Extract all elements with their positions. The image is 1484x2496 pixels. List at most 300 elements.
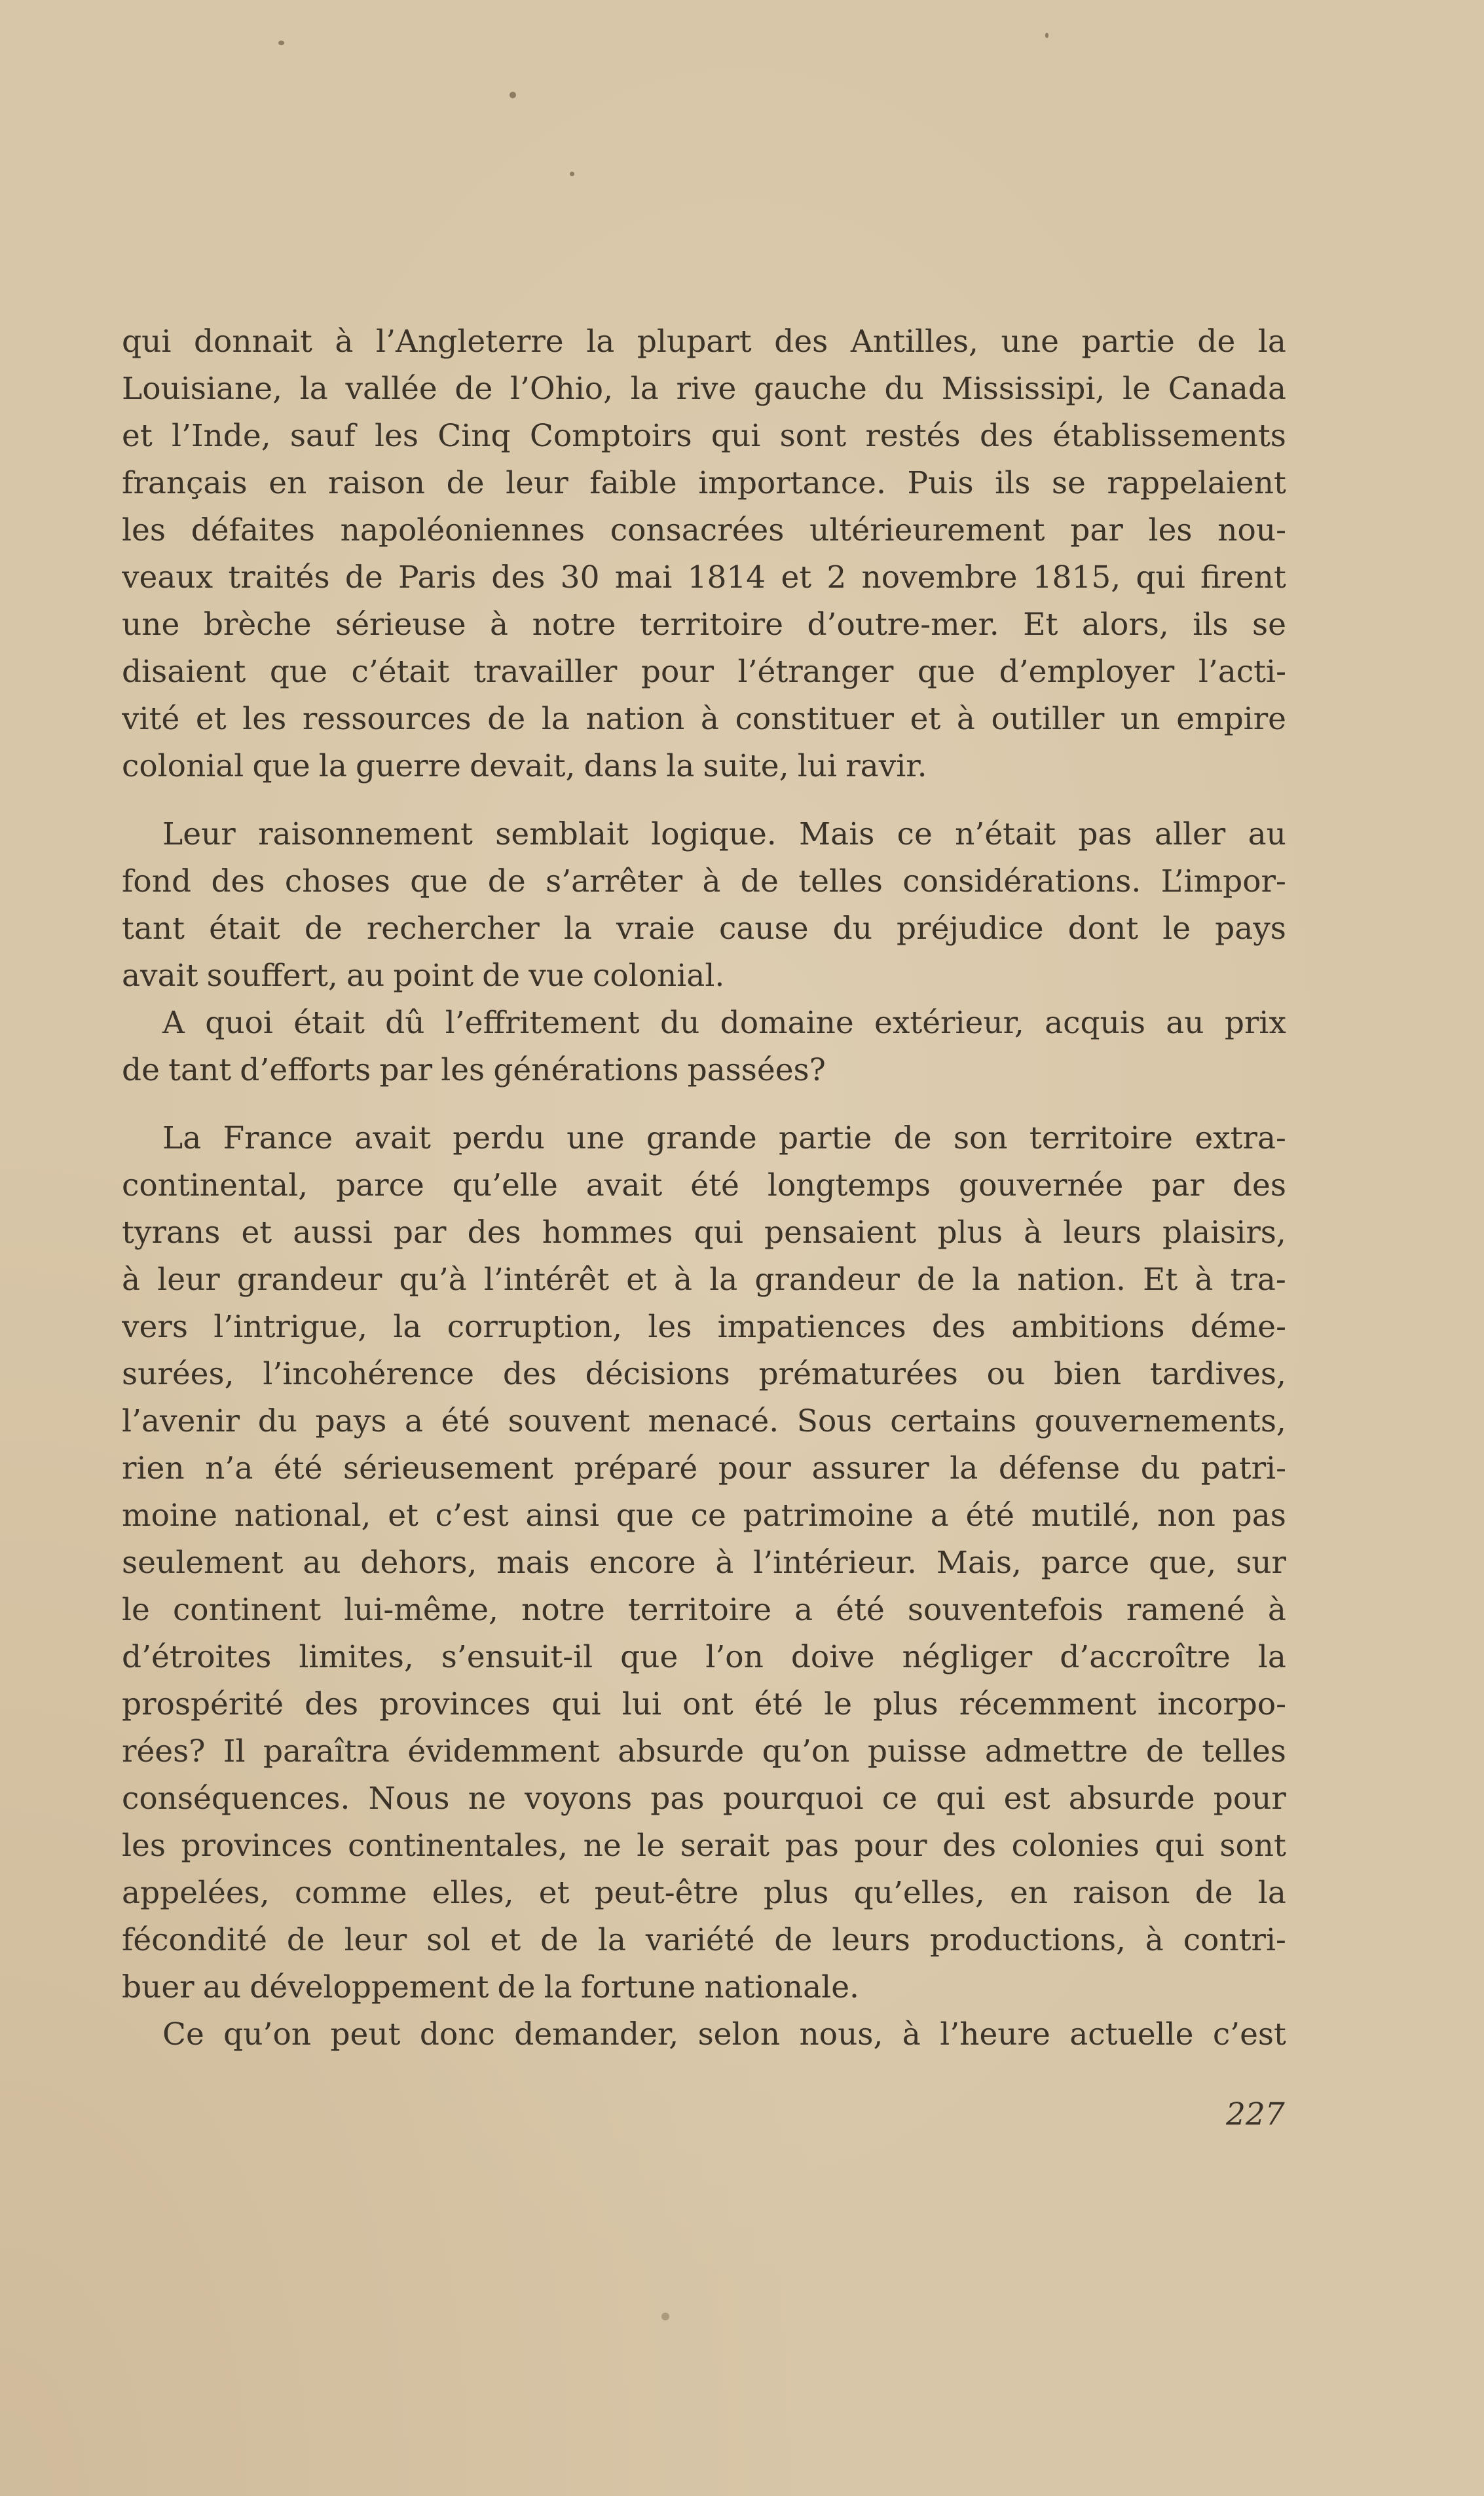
word: peut-être xyxy=(594,1875,739,1911)
word: de xyxy=(487,701,526,737)
word: préjudice xyxy=(897,911,1044,947)
text-line xyxy=(122,413,1286,460)
word: Mais, xyxy=(936,1545,1022,1581)
word: à xyxy=(700,701,719,737)
word: par xyxy=(1070,512,1123,548)
text-line xyxy=(122,1209,1286,1257)
word: c’est xyxy=(1212,2016,1286,2052)
word: n’a xyxy=(205,1450,253,1486)
word: à xyxy=(122,1262,141,1298)
word: pays xyxy=(315,1403,387,1439)
word: la xyxy=(597,1922,626,1958)
word: France xyxy=(223,1120,333,1156)
word: à xyxy=(1145,1922,1164,1958)
paragraph xyxy=(122,318,1286,790)
text-line xyxy=(122,905,1286,953)
text-line xyxy=(122,1115,1286,1162)
word: par xyxy=(379,1052,433,1088)
word: par xyxy=(393,1215,447,1251)
word: telles xyxy=(798,863,883,899)
word: novembre xyxy=(861,559,1018,596)
word: fortune xyxy=(580,1969,696,2005)
word: des xyxy=(491,559,546,596)
word: nation. xyxy=(1017,1262,1126,1298)
word: qu’elle xyxy=(452,1167,558,1203)
word: quoi xyxy=(205,1005,273,1041)
word: prix xyxy=(1224,1005,1286,1041)
word: gouvernée xyxy=(958,1167,1124,1203)
word: semblait xyxy=(495,816,629,852)
word: en xyxy=(1009,1875,1048,1911)
word: des xyxy=(942,1828,997,1864)
word: comme xyxy=(294,1875,407,1911)
word: vallée xyxy=(345,371,437,407)
word: que xyxy=(917,654,976,690)
word: qui xyxy=(551,1686,601,1722)
word: passées? xyxy=(687,1052,826,1088)
word: incorpo- xyxy=(1157,1686,1286,1722)
word: appelées, xyxy=(122,1875,270,1911)
word: la xyxy=(1257,324,1286,360)
word: été xyxy=(441,1403,491,1439)
paper-speck xyxy=(510,92,516,98)
word: souvent xyxy=(508,1403,630,1439)
word: qui xyxy=(1155,1828,1204,1864)
word: impatiences xyxy=(717,1309,906,1345)
word: suite, xyxy=(703,748,789,784)
word: Il xyxy=(223,1733,246,1769)
word: rées? xyxy=(122,1733,206,1769)
word: c’était xyxy=(351,654,450,690)
word: territoire xyxy=(1029,1120,1173,1156)
word: ce xyxy=(881,1781,918,1817)
word: restés xyxy=(865,418,961,454)
word: Nous xyxy=(368,1781,450,1817)
word: vité xyxy=(122,701,180,737)
word: firent xyxy=(1200,559,1286,596)
word: des xyxy=(502,1356,557,1392)
word: rive xyxy=(676,371,737,407)
word: dans xyxy=(584,748,658,784)
word: l’incohérence xyxy=(263,1356,475,1392)
word: nou- xyxy=(1217,512,1286,548)
word: mai xyxy=(614,559,673,596)
word: et xyxy=(122,418,153,454)
word: national, xyxy=(234,1498,371,1534)
word: de xyxy=(122,1052,160,1088)
word: continental, xyxy=(122,1167,308,1203)
word: préparé xyxy=(574,1450,698,1486)
word: décisions xyxy=(585,1356,730,1392)
word: au xyxy=(346,958,385,994)
word: grande xyxy=(646,1120,757,1156)
paragraph-gap xyxy=(122,790,1286,811)
word: au xyxy=(1248,816,1286,852)
word: le xyxy=(122,1592,150,1628)
paragraph xyxy=(122,811,1286,1000)
word: ne xyxy=(583,1828,621,1864)
word: admettre xyxy=(984,1733,1128,1769)
word: de xyxy=(917,1262,955,1298)
word: Mais xyxy=(799,816,875,852)
word: les xyxy=(242,701,287,737)
word: est xyxy=(1003,1781,1050,1817)
word: aller xyxy=(1154,816,1226,852)
word: domaine xyxy=(720,1005,854,1041)
word: de xyxy=(344,559,383,596)
word: lui xyxy=(621,1686,662,1722)
word: parce xyxy=(1041,1545,1130,1581)
word: donc xyxy=(419,2016,495,2052)
word: qui xyxy=(936,1781,986,1817)
word: d’étroites xyxy=(122,1639,272,1675)
word: Louisiane, xyxy=(122,371,283,407)
word: qu’on xyxy=(762,1733,850,1769)
word: les xyxy=(122,512,166,548)
word: voyons xyxy=(524,1781,633,1817)
word: La xyxy=(162,1120,202,1156)
word: dehors, xyxy=(360,1545,477,1581)
word: ne xyxy=(468,1781,506,1817)
word: Canada xyxy=(1168,371,1286,407)
word: n’était xyxy=(955,816,1056,852)
word: prématurées xyxy=(758,1356,958,1392)
word: plus xyxy=(937,1215,1003,1251)
word: provinces xyxy=(181,1828,333,1864)
word: et xyxy=(490,1922,521,1958)
word: était xyxy=(209,911,280,947)
word: A xyxy=(162,1005,185,1041)
word: du xyxy=(884,371,924,407)
word: les xyxy=(441,1052,485,1088)
word: L’impor- xyxy=(1160,863,1286,899)
word: les xyxy=(122,1828,166,1864)
word: à xyxy=(1024,1215,1043,1251)
word: partie xyxy=(778,1120,872,1156)
word: l’effritement xyxy=(445,1005,640,1041)
page-number: 227 xyxy=(1226,2096,1285,2132)
text-line xyxy=(122,507,1286,554)
word: consacrées xyxy=(610,512,785,548)
word: pensaient xyxy=(764,1215,917,1251)
text-line xyxy=(122,460,1286,507)
word: surées, xyxy=(122,1356,234,1392)
text-line xyxy=(122,1681,1286,1728)
word: gouvernements, xyxy=(1034,1403,1286,1439)
word: veaux xyxy=(122,559,213,596)
word: ont xyxy=(682,1686,733,1722)
word: dont xyxy=(1067,911,1139,947)
word: la xyxy=(1257,1875,1286,1911)
word: défaites xyxy=(191,512,315,548)
word: qui xyxy=(122,324,172,360)
word: une xyxy=(122,607,180,643)
word: été xyxy=(836,1592,885,1628)
word: ressources xyxy=(302,701,472,737)
text-line xyxy=(122,1000,1286,1047)
word: brèche xyxy=(203,607,312,643)
word: vraie xyxy=(616,911,695,947)
word: qu’on xyxy=(223,2016,312,2052)
word: 1815, xyxy=(1032,559,1121,596)
word: c’est xyxy=(435,1498,509,1534)
word: peut xyxy=(330,2016,401,2052)
word: productions, xyxy=(929,1922,1126,1958)
word: leurs xyxy=(832,1922,910,1958)
word: serait xyxy=(680,1828,770,1864)
word: de xyxy=(446,465,485,501)
word: que xyxy=(252,748,310,784)
word: pourquoi xyxy=(722,1781,864,1817)
word: donnait xyxy=(193,324,312,360)
word: de xyxy=(740,863,779,899)
text-line xyxy=(122,811,1286,858)
word: traités xyxy=(228,559,330,596)
word: notre xyxy=(521,1592,605,1628)
word: l’étranger xyxy=(737,654,894,690)
word: Paris xyxy=(398,559,477,596)
word: d’efforts xyxy=(240,1052,371,1088)
word: sur xyxy=(1236,1545,1286,1581)
word: tant xyxy=(168,1052,232,1088)
word: l’Ohio, xyxy=(510,371,614,407)
word: encore xyxy=(589,1545,696,1581)
word: rappelaient xyxy=(1107,465,1286,501)
word: variété xyxy=(645,1922,755,1958)
word: été xyxy=(965,1498,1015,1534)
word: d’employer xyxy=(999,654,1175,690)
word: guerre xyxy=(356,748,461,784)
word: l’Inde, xyxy=(171,418,271,454)
word: été xyxy=(690,1167,739,1203)
word: patrimoine xyxy=(743,1498,914,1534)
word: pas xyxy=(1078,816,1132,852)
word: tant xyxy=(122,911,185,947)
word: et xyxy=(910,701,941,737)
word: l’intérêt xyxy=(483,1262,610,1298)
word: au xyxy=(1166,1005,1204,1041)
word: cause xyxy=(719,911,809,947)
word: Et xyxy=(1143,1262,1178,1298)
word: ou xyxy=(986,1356,1026,1392)
word: considérations. xyxy=(902,863,1141,899)
word: bien xyxy=(1054,1356,1122,1392)
word: devait, xyxy=(470,748,576,784)
word: à xyxy=(1195,1262,1214,1298)
word: souventefois xyxy=(907,1592,1104,1628)
word: sérieusement xyxy=(343,1450,553,1486)
word: faible xyxy=(589,465,677,501)
word: vers xyxy=(122,1309,188,1345)
word: souffert, xyxy=(206,958,338,994)
word: évidemment xyxy=(407,1733,600,1769)
word: la xyxy=(586,324,615,360)
word: moine xyxy=(122,1498,217,1534)
text-line xyxy=(122,1634,1286,1681)
word: leurs xyxy=(1063,1215,1141,1251)
text-line xyxy=(122,1728,1286,1775)
word: par xyxy=(1151,1167,1204,1203)
word: qui xyxy=(711,418,761,454)
word: de xyxy=(1195,1875,1233,1911)
word: de xyxy=(487,863,526,899)
word: récemment xyxy=(959,1686,1137,1722)
text-line xyxy=(122,318,1286,366)
word: à xyxy=(490,607,509,643)
word: défense xyxy=(998,1450,1121,1486)
word: que, xyxy=(1149,1545,1217,1581)
word: du xyxy=(659,1005,700,1041)
word: le xyxy=(1122,371,1151,407)
word: générations xyxy=(493,1052,679,1088)
word: telles xyxy=(1202,1733,1286,1769)
word: logique. xyxy=(651,816,777,852)
word: la xyxy=(666,748,695,784)
word: colonial xyxy=(122,748,244,784)
word: pas xyxy=(1232,1498,1286,1534)
word: vue xyxy=(529,958,584,994)
word: leur xyxy=(344,1922,407,1958)
word: l’acti- xyxy=(1198,654,1286,690)
word: pas xyxy=(650,1781,705,1817)
word: avait xyxy=(354,1120,431,1156)
text-line xyxy=(122,1162,1286,1209)
word: plaisirs, xyxy=(1162,1215,1286,1251)
word: actuelle xyxy=(1069,2016,1194,2052)
text-line xyxy=(122,649,1286,696)
word: 2 xyxy=(826,559,847,596)
word: parce xyxy=(336,1167,424,1203)
paper-speck xyxy=(278,41,284,45)
word: corruption, xyxy=(447,1309,623,1345)
word: choses xyxy=(284,863,390,899)
word: alors, xyxy=(1081,607,1169,643)
word: tyrans xyxy=(122,1215,221,1251)
word: le xyxy=(1162,911,1191,947)
word: se xyxy=(1051,465,1086,501)
word: continent xyxy=(172,1592,321,1628)
word: de xyxy=(1145,1733,1184,1769)
word: grandeur xyxy=(754,1262,900,1298)
word: rechercher xyxy=(366,911,540,947)
word: l’intrigue, xyxy=(213,1309,368,1345)
word: sérieuse xyxy=(335,607,466,643)
word: tra- xyxy=(1230,1262,1286,1298)
word: importance. xyxy=(698,465,886,501)
word: pays xyxy=(1215,911,1286,947)
word: longtemps xyxy=(767,1167,931,1203)
word: dû xyxy=(385,1005,425,1041)
body-text xyxy=(122,318,1286,2058)
word: la xyxy=(544,1969,572,2005)
word: la xyxy=(1257,1639,1286,1675)
word: ils xyxy=(995,465,1031,501)
word: plupart xyxy=(637,324,752,360)
word: qui xyxy=(1136,559,1185,596)
word: hommes xyxy=(542,1215,673,1251)
word: son xyxy=(953,1120,1008,1156)
word: des xyxy=(931,1309,986,1345)
word: avait xyxy=(585,1167,663,1203)
word: l’Angleterre xyxy=(376,324,564,360)
text-line xyxy=(122,1304,1286,1351)
word: à xyxy=(902,2016,921,2052)
word: la xyxy=(972,1262,1001,1298)
text-line xyxy=(122,366,1286,413)
word: elles, xyxy=(432,1875,514,1911)
word: buer xyxy=(122,1969,195,2005)
word: pour xyxy=(1213,1781,1286,1817)
paragraph xyxy=(122,1000,1286,1094)
word: patri- xyxy=(1200,1450,1286,1486)
word: mutilé, xyxy=(1031,1498,1141,1534)
word: Cinq xyxy=(437,418,511,454)
word: des xyxy=(1232,1167,1286,1203)
word: Sous xyxy=(796,1403,872,1439)
word: provinces xyxy=(379,1686,531,1722)
word: qui xyxy=(694,1215,743,1251)
text-line xyxy=(122,1917,1286,1964)
word: de xyxy=(1197,324,1236,360)
text-line xyxy=(122,858,1286,905)
word: paraîtra xyxy=(263,1733,390,1769)
word: nation xyxy=(585,701,685,737)
word: Puis xyxy=(907,465,974,501)
word: qu’elles, xyxy=(853,1875,985,1911)
word: des xyxy=(467,1215,521,1251)
word: et xyxy=(781,559,812,596)
word: a xyxy=(930,1498,949,1534)
word: territoire xyxy=(639,607,783,643)
word: au xyxy=(202,1969,242,2005)
paragraph xyxy=(122,1115,1286,2011)
word: en xyxy=(269,465,307,501)
text-line xyxy=(122,1492,1286,1540)
word: travailler xyxy=(473,654,618,690)
word: que xyxy=(620,1639,678,1675)
word: et xyxy=(388,1498,418,1534)
word: les xyxy=(375,418,418,454)
word: du xyxy=(1140,1450,1181,1486)
word: de xyxy=(454,371,493,407)
paragraph-gap xyxy=(122,1094,1286,1115)
word: pour xyxy=(718,1450,791,1486)
word: napoléoniennes xyxy=(340,512,585,548)
word: plus xyxy=(763,1875,829,1911)
word: la xyxy=(299,371,328,407)
word: tardives, xyxy=(1150,1356,1286,1392)
word: gauche xyxy=(754,371,867,407)
text-line xyxy=(122,554,1286,601)
word: partie xyxy=(1081,324,1175,360)
word: Ce xyxy=(162,2016,204,2052)
word: continentales, xyxy=(348,1828,568,1864)
word: doive xyxy=(790,1639,875,1675)
word: ainsi xyxy=(525,1498,599,1534)
word: à xyxy=(335,324,354,360)
text-line xyxy=(122,696,1286,743)
word: qu’à xyxy=(399,1262,467,1298)
word: de xyxy=(304,911,343,947)
word: au xyxy=(303,1545,341,1581)
word: ravir. xyxy=(845,748,927,784)
word: leur xyxy=(506,465,568,501)
text-line xyxy=(122,1351,1286,1398)
word: la xyxy=(541,701,570,737)
word: nous, xyxy=(799,2016,883,2052)
word: a xyxy=(794,1592,813,1628)
word: des xyxy=(305,1686,359,1722)
